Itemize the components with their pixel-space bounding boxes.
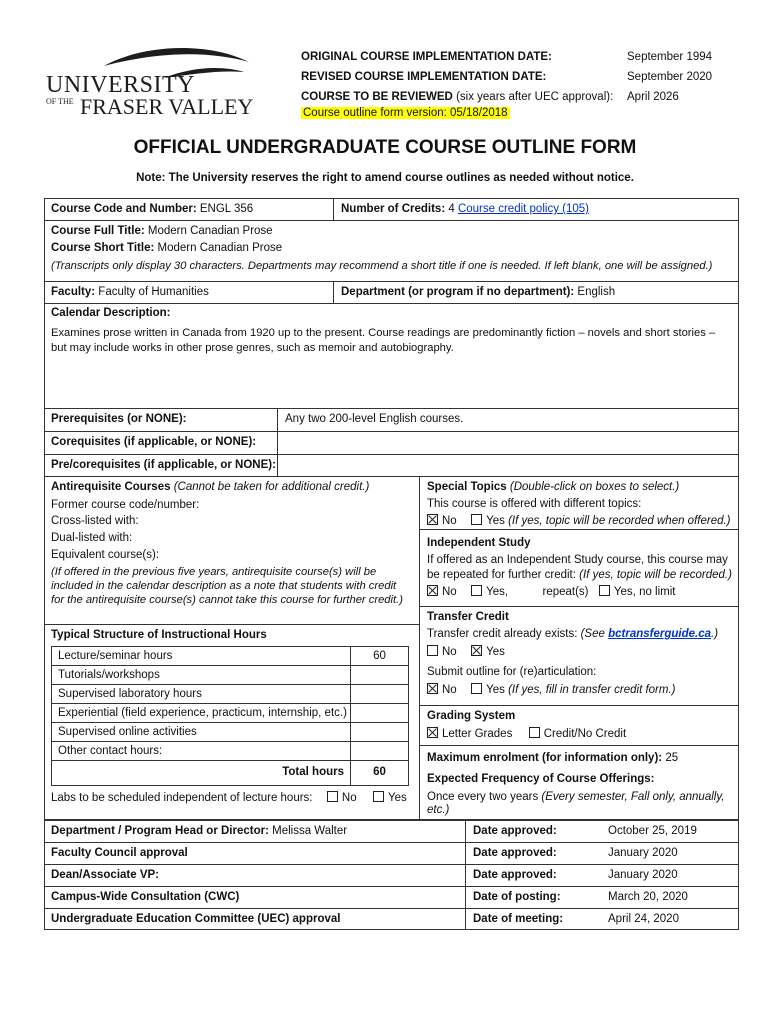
letter-grades-checkbox[interactable] — [427, 727, 438, 738]
hours-row-other: Other contact hours: — [58, 745, 163, 757]
transfer-credit-label: Transfer Credit — [427, 611, 509, 623]
antireq-label: Antirequisite Courses — [51, 481, 171, 493]
independent-no-label: No — [442, 586, 457, 598]
labs-row — [51, 791, 407, 804]
approval-department-date: October 25, 2019 — [608, 825, 697, 837]
special-topics-options — [427, 514, 731, 527]
independent-no-checkbox[interactable] — [427, 585, 438, 596]
faculty-label: Faculty: — [51, 286, 96, 298]
independent-line-2 — [427, 569, 732, 581]
department-label: Department (or program if no department): — [341, 286, 575, 298]
approval-uec-label: Undergraduate Education Committee (UEC) approval — [51, 913, 341, 925]
approval-dean-label: Dean/Associate VP: — [51, 869, 160, 881]
full-title-value: Modern Canadian Prose — [144, 225, 273, 237]
special-no-checkbox[interactable] — [427, 514, 438, 525]
antireq-note-3: for the antirequisite course(s) cannot take this course for further credit.) — [51, 594, 403, 606]
approval-department-date-label: Date approved: — [473, 825, 557, 837]
total-hours-label: Total hours — [282, 766, 344, 778]
transfer-exists-yes-checkbox[interactable] — [471, 645, 482, 656]
approval-dean-date-label: Date approved: — [473, 869, 557, 881]
transcript-note: (Transcripts only display 30 characters. Departments may recommend a short title if one is needed. If left blank, one will be assigned.) — [51, 260, 713, 272]
coreq-label: Corequisites (if applicable, or NONE): — [51, 436, 257, 448]
approval-cwc-date: March 20, 2020 — [608, 891, 688, 903]
credit-no-credit-checkbox[interactable] — [529, 727, 540, 738]
calendar-line-1: Examines prose written in Canada from 1920 up to the present. Course readings are predominantly fiction – novels and short stories – — [51, 327, 716, 339]
enrolment-label: Maximum enrolment (for information only): — [427, 752, 663, 764]
original-date-value: September 1994 — [627, 51, 713, 63]
revised-date-label: REVISED COURSE IMPLEMENTATION DATE: — [301, 71, 547, 83]
logo-fraser-valley: FRASER VALLEY — [80, 94, 254, 119]
credit-no-credit-label: Credit/No Credit — [543, 728, 627, 740]
independent-yes-label: Yes, — [486, 586, 509, 598]
special-yes-note: (If yes, topic will be recorded when offered.) — [504, 515, 731, 527]
special-topics-label: Special Topics — [427, 481, 507, 493]
hours-row-lab: Supervised laboratory hours — [58, 688, 202, 700]
labs-yes-label: Yes — [388, 792, 407, 804]
former-code-label: Former course code/number: — [51, 499, 200, 511]
short-title-value: Modern Canadian Prose — [154, 242, 283, 254]
logo-university: UNIVERSITY — [46, 72, 195, 98]
equivalent-label: Equivalent course(s): — [51, 549, 160, 561]
hours-value-lecture: 60 — [373, 650, 386, 662]
transfer-exists-yes-label: Yes — [486, 646, 505, 658]
credits-row — [341, 203, 589, 215]
independent-line-1: If offered as an Independent Study course, this course may — [427, 554, 728, 566]
total-hours-value: 60 — [373, 766, 386, 778]
credits-label: Number of Credits: — [341, 203, 446, 215]
special-yes-checkbox[interactable] — [471, 514, 482, 525]
page-title: OFFICIAL UNDERGRADUATE COURSE OUTLINE FORM — [133, 137, 637, 158]
hours-row-experiential: Experiential (field experience, practicum, internship, etc.) — [58, 707, 347, 719]
calendar-label: Calendar Description: — [51, 307, 171, 319]
hours-row-lecture: Lecture/seminar hours — [58, 650, 173, 662]
cross-listed-label: Cross-listed with: — [51, 515, 139, 527]
transfer-see: (See — [577, 628, 609, 640]
frequency-value: Once every two years — [427, 791, 539, 803]
special-topics-note: (Double-click on boxes to select.) — [506, 481, 680, 493]
credit-policy-link[interactable]: Course credit policy (105) — [457, 203, 589, 215]
antireq-note-2: included in the calendar description as a note that students with credit — [51, 580, 397, 592]
amend-note: Note: The University reserves the right to amend course outlines as needed without notice. — [136, 172, 634, 184]
frequency-label: Expected Frequency of Course Offerings: — [427, 773, 655, 785]
labs-yes-checkbox[interactable] — [373, 791, 384, 802]
faculty-row — [51, 286, 209, 298]
letter-grades-label: Letter Grades — [442, 728, 513, 740]
transfer-exists-options — [427, 645, 505, 658]
transfer-exists-label: Transfer credit already exists: — [427, 628, 578, 640]
bctransferguide-link[interactable]: bctransferguide.ca — [608, 628, 711, 640]
full-title-row — [51, 225, 273, 237]
enrolment-row — [427, 752, 678, 764]
course-code-value: ENGL 356 — [196, 203, 254, 215]
short-title-row — [51, 242, 282, 254]
grading-options — [427, 727, 626, 740]
independent-line-2b: (If yes, topic will be recorded.) — [575, 569, 732, 581]
approval-cwc-date-label: Date of posting: — [473, 891, 561, 903]
independent-yes-checkbox[interactable] — [471, 585, 482, 596]
hours-row-online: Supervised online activities — [58, 726, 197, 738]
structure-label: Typical Structure of Instructional Hours — [51, 629, 267, 641]
independent-no-limit-checkbox[interactable] — [599, 585, 610, 596]
approval-row-department — [51, 825, 347, 837]
transfer-submit-options — [427, 683, 676, 696]
frequency-note: (Every semester, Fall only, annually, — [538, 791, 725, 803]
special-topics-heading — [427, 481, 679, 493]
independent-line-2a: be repeated for further credit: — [427, 569, 576, 581]
full-title-label: Course Full Title: — [51, 225, 145, 237]
labs-label: Labs to be scheduled independent of lecture hours: — [51, 792, 313, 804]
special-yes-label: Yes — [486, 515, 505, 527]
department-row — [341, 286, 615, 298]
antireq-note: (Cannot be taken for additional credit.) — [170, 481, 370, 493]
hours-row-tutorials: Tutorials/workshops — [58, 669, 160, 681]
rearticulation-no-checkbox[interactable] — [427, 683, 438, 694]
approval-faculty-council-date-label: Date approved: — [473, 847, 557, 859]
transfer-see-end: .) — [711, 628, 719, 640]
transfer-exists-no-checkbox[interactable] — [427, 645, 438, 656]
approval-cwc-label: Campus-Wide Consultation (CWC) — [51, 891, 240, 903]
rearticulation-no-label: No — [442, 684, 457, 696]
rearticulation-yes-note: (If yes, fill in transfer credit form.) — [504, 684, 676, 696]
transfer-exists-row — [427, 628, 718, 640]
approval-faculty-council-label: Faculty Council approval — [51, 847, 188, 859]
labs-no-label: No — [341, 792, 357, 804]
enrolment-value: 25 — [662, 752, 679, 764]
rearticulation-yes-checkbox[interactable] — [471, 683, 482, 694]
independent-repeats-label: repeat(s) — [542, 586, 589, 598]
approval-faculty-council-date: January 2020 — [608, 847, 678, 859]
transfer-exists-no-label: No — [442, 646, 457, 658]
approval-uec-date-label: Date of meeting: — [473, 913, 564, 925]
approval-department-label: Department / Program Head or Director: — [51, 825, 269, 837]
frequency-row — [427, 791, 724, 803]
prereq-value: Any two 200-level English courses. — [285, 413, 464, 425]
review-date-note: (six years after UEC approval): — [452, 91, 614, 103]
form-version: Course outline form version: 05/18/2018 — [303, 107, 508, 119]
special-topics-line: This course is offered with different topics: — [427, 498, 642, 510]
dual-listed-label: Dual-listed with: — [51, 532, 133, 544]
course-code-row — [51, 203, 253, 215]
approval-department-name: Melissa Walter — [268, 825, 348, 837]
review-date-row — [301, 91, 613, 103]
antireq-note-1: (If offered in the previous five years, antirequisite course(s) will be — [51, 566, 377, 578]
revised-date-value: September 2020 — [627, 71, 713, 83]
prereq-label: Prerequisites (or NONE): — [51, 413, 187, 425]
grading-label: Grading System — [427, 710, 516, 722]
review-date-value: April 2026 — [627, 91, 679, 103]
transfer-submit-label: Submit outline for (re)articulation: — [427, 666, 597, 678]
review-date-label: COURSE TO BE REVIEWED — [301, 91, 453, 103]
precoreq-label: Pre/corequisites (if applicable, or NONE): — [51, 459, 276, 471]
antireq-heading — [51, 481, 369, 493]
approval-uec-date: April 24, 2020 — [608, 913, 679, 925]
original-date-label: ORIGINAL COURSE IMPLEMENTATION DATE: — [301, 51, 552, 63]
independent-options — [427, 585, 676, 598]
short-title-label: Course Short Title: — [51, 242, 155, 254]
labs-no-checkbox[interactable] — [327, 791, 338, 802]
faculty-value: Faculty of Humanities — [95, 286, 209, 298]
frequency-note-end: etc.) — [427, 804, 450, 816]
credits-value: 4 — [445, 203, 458, 215]
university-logo — [44, 44, 254, 124]
course-code-label: Course Code and Number: — [51, 203, 197, 215]
calendar-line-2: but may include works in other prose genres, such as memoir and autobiography. — [51, 342, 454, 354]
department-value: English — [574, 286, 616, 298]
rearticulation-yes-label: Yes — [486, 684, 505, 696]
logo-of-the: OF THE — [46, 97, 74, 106]
independent-no-limit-label: Yes, no limit — [613, 586, 676, 598]
approval-dean-date: January 2020 — [608, 869, 678, 881]
independent-study-label: Independent Study — [427, 537, 531, 549]
special-no-label: No — [442, 515, 457, 527]
